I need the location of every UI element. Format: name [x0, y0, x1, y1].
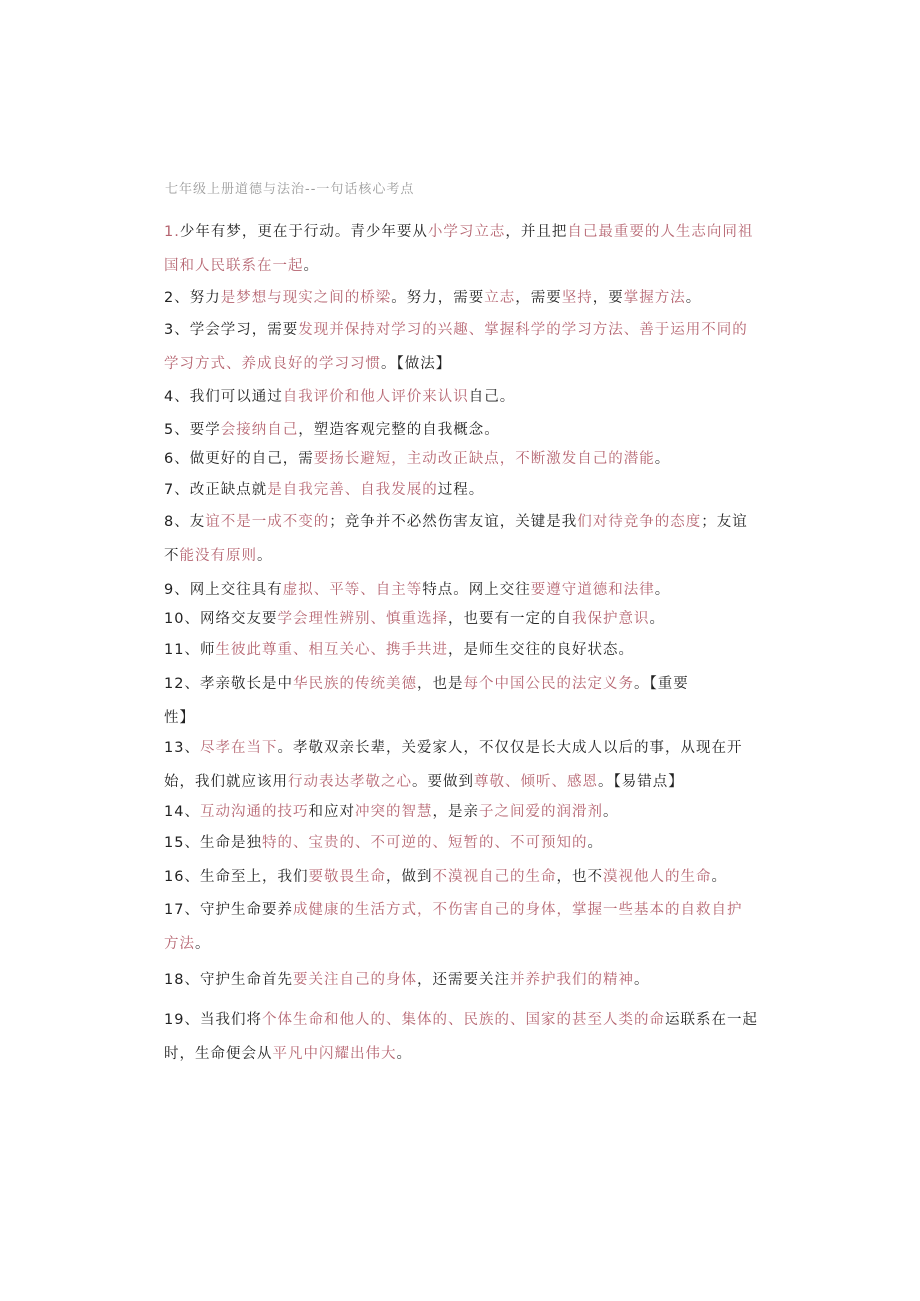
- plain-text: 过程。: [437, 482, 485, 498]
- highlighted-text: 成健康的生活方式，不伤害自己的身体，掌握一些基本的自救自护: [292, 902, 743, 918]
- highlighted-text: 发现并保持对学习的兴趣、掌握科学的学习方法、善于运用不同的: [298, 322, 748, 338]
- plain-text: 。: [587, 835, 603, 851]
- highlighted-text: 要遵守道德和法律: [530, 582, 655, 598]
- plain-text: 。: [654, 451, 671, 467]
- plain-text: 。: [195, 936, 211, 952]
- highlighted-text: 行动表达孝敬之心: [288, 774, 412, 790]
- key-point-item: [164, 731, 764, 799]
- highlighted-text: 要扬长避短，主动改正缺点，不断激发自己的潜能: [313, 451, 655, 467]
- key-point-line: [164, 963, 764, 997]
- key-point-item: [164, 215, 764, 283]
- plain-text: 。要做到: [412, 774, 474, 790]
- plain-text: 7、改正缺点就: [164, 482, 268, 498]
- highlighted-text: 每个中国公民的法定义务: [463, 676, 634, 692]
- plain-text: ，要: [592, 290, 624, 306]
- plain-text: 。努力，需要: [391, 290, 485, 306]
- plain-text: 17、守护生命要养: [164, 902, 293, 918]
- key-point-item: [164, 281, 764, 315]
- highlighted-text: 我保护意识: [571, 611, 650, 627]
- plain-text: 3、学会学习，需要: [164, 322, 299, 338]
- key-point-line: [164, 667, 764, 701]
- highlighted-text: 能没有原则: [179, 548, 257, 564]
- plain-text: ，也不: [556, 869, 603, 885]
- key-point-line: [164, 1037, 764, 1071]
- plain-text: 16、生命至上，我们: [164, 869, 309, 885]
- key-point-line: [164, 347, 764, 381]
- highlighted-text: 要关注自己的身体: [292, 972, 417, 988]
- page-title: 七年级上册道德与法治--一句话核心考点: [165, 182, 415, 197]
- plain-text: 14、: [164, 804, 200, 820]
- highlighted-text: 会接纳自己: [220, 422, 299, 438]
- plain-text: 运联系在一起: [664, 1012, 758, 1028]
- key-point-item: [164, 893, 764, 961]
- plain-text: 始，我们就应该用: [164, 774, 288, 790]
- highlighted-text: 漠视他人的生命: [602, 869, 712, 885]
- plain-text: 时，生命便会从: [164, 1046, 273, 1062]
- highlighted-text: 虚拟、平等、自主等: [282, 582, 423, 598]
- key-point-line: [164, 633, 764, 667]
- plain-text: 。: [711, 869, 727, 885]
- highlighted-text: 自我评价和他人评价来认识: [282, 389, 469, 405]
- plain-text: 10、网络交友要: [164, 611, 278, 627]
- highlighted-text: 立志: [484, 290, 516, 306]
- plain-text: ，并且把: [505, 224, 568, 240]
- plain-text: 15、生命是独: [164, 835, 262, 851]
- key-point-line: [164, 893, 764, 927]
- key-point-line: [164, 380, 764, 414]
- key-point-line: [164, 442, 764, 476]
- plain-text: 19、当我们将: [164, 1012, 262, 1028]
- highlighted-text: 坚持: [561, 290, 593, 306]
- plain-text: 。【做法】: [381, 356, 452, 372]
- highlighted-text: 互动沟通的技巧: [199, 804, 309, 820]
- plain-text: 4、我们可以通过: [164, 389, 283, 405]
- plain-text: ，塑造客观完整的自我概念。: [298, 422, 500, 438]
- key-point-item: [164, 795, 764, 829]
- key-point-line: [164, 927, 764, 961]
- key-point-line: [164, 795, 764, 829]
- plain-text: 。: [257, 548, 273, 564]
- plain-text: ，是亲: [432, 804, 479, 820]
- plain-text: 12、孝亲敬长是中: [164, 676, 293, 692]
- plain-text: 。: [633, 972, 650, 988]
- plain-text: 。: [303, 258, 319, 274]
- plain-text: 自己。: [468, 389, 516, 405]
- key-point-line: [164, 731, 764, 765]
- highlighted-text: 冲突的智慧: [354, 804, 433, 820]
- key-point-line: [164, 249, 764, 283]
- highlighted-text: 华民族的传统美德: [292, 676, 417, 692]
- plain-text: ，需要: [515, 290, 562, 306]
- plain-text: ；竞争并不必然伤害友谊，关键是我: [329, 514, 578, 530]
- plain-text: 18、守护生命首先: [164, 972, 293, 988]
- highlighted-text: 是梦想与现实之间的桥梁: [220, 290, 392, 306]
- plain-text: 8、友: [164, 514, 206, 530]
- key-point-item: [164, 826, 764, 860]
- highlighted-text: 学习方式、养成良好的学习习惯: [164, 356, 381, 372]
- plain-text: 13、: [164, 740, 200, 756]
- highlighted-text: 学会理性辨别、慎重选择: [277, 611, 448, 627]
- highlighted-text: 要敬畏生命: [308, 869, 386, 885]
- highlighted-text: 国和人民联系在一起: [164, 258, 304, 274]
- plain-text: 。【易错点】: [598, 774, 684, 790]
- key-point-item: [164, 602, 764, 636]
- plain-text: 特点。网上交往: [422, 582, 531, 598]
- highlighted-text: 特的、宝贵的、不可逆的、短暂的、不可预知的: [261, 835, 588, 851]
- plain-text: 。: [654, 582, 671, 598]
- key-point-item: [164, 313, 764, 381]
- key-point-line: [164, 281, 764, 315]
- plain-text: 。: [649, 611, 665, 627]
- plain-text: 少年有梦，更在于行动。青少年要从: [179, 224, 428, 240]
- plain-text: 2、努力: [164, 290, 221, 306]
- key-point-line: [164, 215, 764, 249]
- key-point-line: [164, 539, 764, 573]
- plain-text: ，是师生交往的良好状态。: [447, 642, 634, 658]
- plain-text: ；友谊: [701, 514, 748, 530]
- highlighted-text: 谊不是一成不变的: [205, 514, 330, 530]
- key-point-item: [164, 860, 764, 894]
- key-point-line: [164, 765, 764, 799]
- highlighted-text: 方法: [164, 936, 195, 952]
- plain-text: ，也是: [416, 676, 464, 692]
- plain-text: 。孝敬双亲长辈，关爱家人，不仅仅是长大成人以后的事，从现在开: [277, 740, 743, 756]
- plain-text: 5、要学: [164, 422, 221, 438]
- plain-text: 6、做更好的自己，需: [164, 451, 314, 467]
- highlighted-text: 小学习立志: [427, 224, 506, 240]
- highlighted-text: 生彼此尊重、相互关心、携手共进: [215, 642, 448, 658]
- plain-text: ，做到: [385, 869, 433, 885]
- key-point-item: [164, 963, 764, 997]
- highlighted-text: 掌握方法: [623, 290, 686, 306]
- highlighted-text: 不漠视自己的生命: [432, 869, 557, 885]
- key-point-line: [164, 1003, 764, 1037]
- plain-text: 和应对: [308, 804, 355, 820]
- key-point-line: [164, 313, 764, 347]
- highlighted-text: 平凡中闪耀出伟大: [272, 1046, 397, 1062]
- highlighted-text: 尽孝在当下: [199, 740, 278, 756]
- key-point-item: [164, 667, 764, 735]
- key-point-line: [164, 701, 764, 735]
- plain-text: 。: [685, 290, 702, 306]
- plain-text: 9、网上交往具有: [164, 582, 283, 598]
- key-point-line: [164, 860, 764, 894]
- plain-text: 11、师: [164, 642, 216, 658]
- plain-text: 。: [602, 804, 619, 820]
- key-point-line: [164, 473, 764, 507]
- key-point-line: [164, 826, 764, 860]
- plain-text: 性】: [164, 710, 195, 726]
- key-point-line: [164, 505, 764, 539]
- key-point-item: [164, 1003, 764, 1071]
- plain-text: ，还需要关注: [416, 972, 510, 988]
- plain-text: 。【重要: [633, 676, 689, 692]
- highlighted-text: 自己最重要的人生志向同祖: [567, 224, 754, 240]
- highlighted-text: 尊敬、倾听、感恩: [474, 774, 598, 790]
- highlighted-text: 并养护我们的精神: [509, 972, 634, 988]
- key-point-item: [164, 633, 764, 667]
- key-point-item: [164, 505, 764, 573]
- plain-text: ，也要有一定的自: [447, 611, 572, 627]
- highlighted-text: 们对待竞争的态度: [577, 514, 702, 530]
- highlighted-text: 1.: [164, 224, 180, 240]
- plain-text: 。: [396, 1046, 412, 1062]
- key-point-item: [164, 442, 764, 476]
- highlighted-text: 是自我完善、自我发展的: [267, 482, 438, 498]
- key-point-item: [164, 380, 764, 414]
- plain-text: 不: [164, 548, 180, 564]
- key-point-line: [164, 602, 764, 636]
- highlighted-text: 子之间爱的润滑剂: [478, 804, 603, 820]
- highlighted-text: 个体生命和他人的、集体的、民族的、国家的甚至人类的命: [261, 1012, 665, 1028]
- key-point-item: [164, 473, 764, 507]
